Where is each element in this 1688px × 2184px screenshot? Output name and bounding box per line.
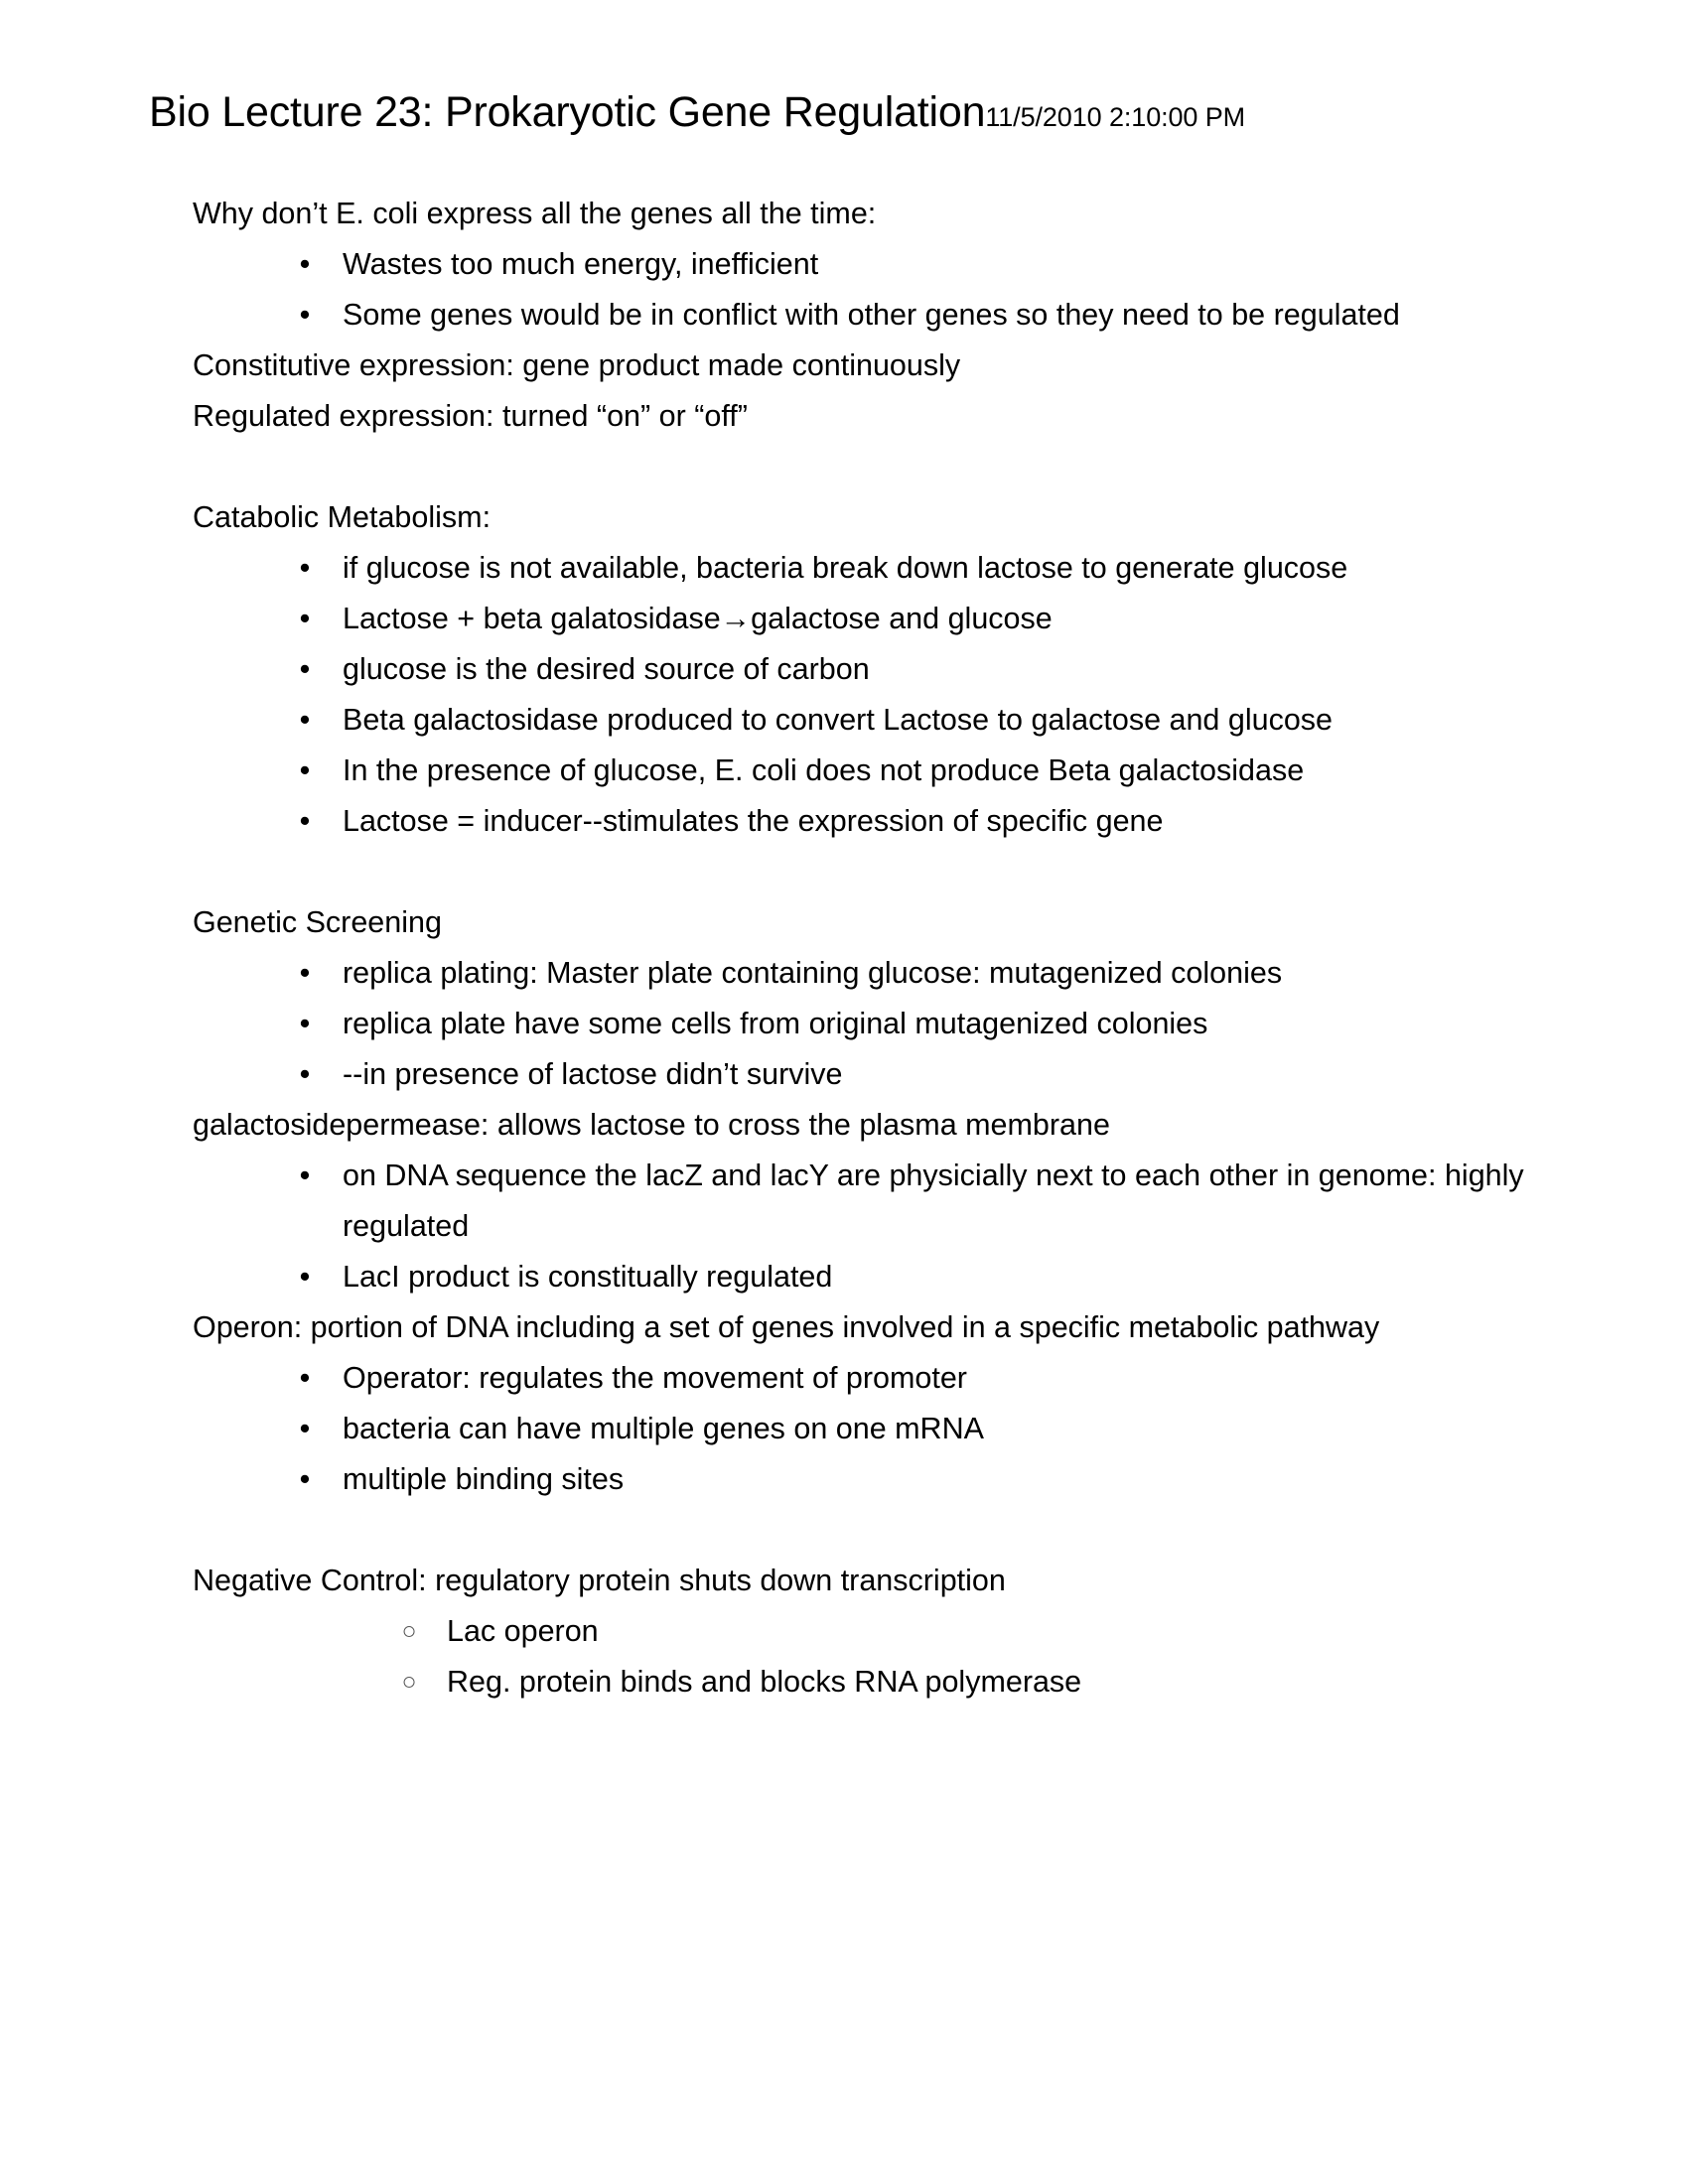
paragraph-line	[193, 897, 1569, 948]
paragraph-line	[193, 341, 1569, 391]
paragraph-line	[193, 391, 1569, 442]
line-text: In the presence of glucose, E. coli does not produce Beta galactosidase	[343, 753, 1305, 787]
disc-bullet-icon: •	[299, 1260, 311, 1294]
document-body	[0, 189, 1688, 1707]
bullet-item	[299, 796, 1529, 847]
line-text: Catabolic Metabolism:	[193, 500, 492, 534]
line-text: galactosidepermease: allows lactose to cross the plasma membrane	[193, 1108, 1110, 1142]
bullet-item	[299, 1454, 1529, 1505]
line-text: on DNA sequence the lacZ and lacY are physicially next to each other in genome: highly regulated	[343, 1159, 1533, 1243]
line-text: Operon: portion of DNA including a set of genes involved in a specific metabolic pathway	[193, 1310, 1380, 1344]
sub-bullet-item	[401, 1657, 1529, 1707]
disc-bullet-icon: •	[299, 298, 311, 332]
bullet-item	[299, 1151, 1533, 1252]
circle-bullet-icon: ○	[401, 1668, 417, 1696]
bullet-item	[299, 644, 1529, 695]
paragraph-line	[193, 1302, 1569, 1353]
bullet-item	[299, 290, 1529, 341]
disc-bullet-icon: •	[299, 1007, 311, 1040]
document-header	[149, 88, 1609, 136]
blank-line	[0, 847, 1688, 897]
line-text: Negative Control: regulatory protein shuts down transcription	[193, 1564, 1006, 1597]
disc-bullet-icon: •	[299, 1412, 311, 1445]
line-text: Wastes too much energy, inefficient	[343, 247, 819, 281]
bullet-item	[299, 999, 1529, 1049]
page-title: Bio Lecture 23: Prokaryotic Gene Regulation	[149, 88, 986, 136]
disc-bullet-icon: •	[299, 703, 311, 737]
line-text: Lactose = inducer--stimulates the expression of specific gene	[343, 804, 1164, 838]
disc-bullet-icon: •	[299, 753, 311, 787]
line-text: Beta galactosidase produced to convert Lactose to galactose and glucose	[343, 703, 1333, 737]
line-text: if glucose is not available, bacteria break down lactose to generate glucose	[343, 551, 1348, 585]
line-text: replica plate have some cells from original mutagenized colonies	[343, 1007, 1208, 1040]
bullet-item	[299, 948, 1529, 999]
line-text: Constitutive expression: gene product made continuously	[193, 348, 961, 382]
disc-bullet-icon: •	[299, 602, 311, 635]
bullet-item	[299, 746, 1529, 796]
blank-line	[0, 442, 1688, 492]
line-text: multiple binding sites	[343, 1462, 625, 1496]
line-text: Regulated expression: turned “on” or “off”	[193, 399, 748, 433]
bullet-item	[299, 594, 1529, 644]
line-text: Some genes would be in conflict with other genes so they need to be regulated	[343, 298, 1400, 332]
bullet-item	[299, 1049, 1529, 1100]
bullet-item	[299, 1353, 1529, 1404]
paragraph-line	[193, 1556, 1569, 1606]
line-text: Reg. protein binds and blocks RNA polymerase	[447, 1665, 1082, 1699]
disc-bullet-icon: •	[299, 1462, 311, 1496]
disc-bullet-icon: •	[299, 956, 311, 990]
bullet-item	[299, 1404, 1529, 1454]
line-text: Why don’t E. coli express all the genes all the time:	[193, 197, 877, 230]
paragraph-line	[193, 189, 1569, 239]
circle-bullet-icon: ○	[401, 1617, 417, 1645]
disc-bullet-icon: •	[299, 1057, 311, 1091]
blank-line	[0, 1505, 1688, 1556]
line-text: Lac operon	[447, 1614, 599, 1648]
disc-bullet-icon: •	[299, 1361, 311, 1395]
line-text: --in presence of lactose didn’t survive	[343, 1057, 843, 1091]
disc-bullet-icon: •	[299, 652, 311, 686]
disc-bullet-icon: •	[299, 247, 311, 281]
disc-bullet-icon: •	[299, 1159, 311, 1192]
line-text: replica plating: Master plate containing glucose: mutagenized colonies	[343, 956, 1283, 990]
paragraph-line	[193, 1100, 1569, 1151]
bullet-item	[299, 543, 1529, 594]
disc-bullet-icon: •	[299, 551, 311, 585]
disc-bullet-icon: •	[299, 804, 311, 838]
sub-bullet-item	[401, 1606, 1529, 1657]
line-text: Lactose + beta galatosidase→galactose and glucose	[343, 602, 1053, 635]
paragraph-line	[193, 492, 1569, 543]
line-text: glucose is the desired source of carbon	[343, 652, 870, 686]
line-text: Genetic Screening	[193, 905, 442, 939]
line-text: Operator: regulates the movement of promoter	[343, 1361, 967, 1395]
line-text: bacteria can have multiple genes on one mRNA	[343, 1412, 984, 1445]
bullet-item	[299, 695, 1529, 746]
bullet-item	[299, 239, 1529, 290]
line-text: LacI product is constitually regulated	[343, 1260, 833, 1294]
bullet-item	[299, 1252, 1529, 1302]
document-timestamp: 11/5/2010 2:10:00 PM	[985, 102, 1246, 132]
